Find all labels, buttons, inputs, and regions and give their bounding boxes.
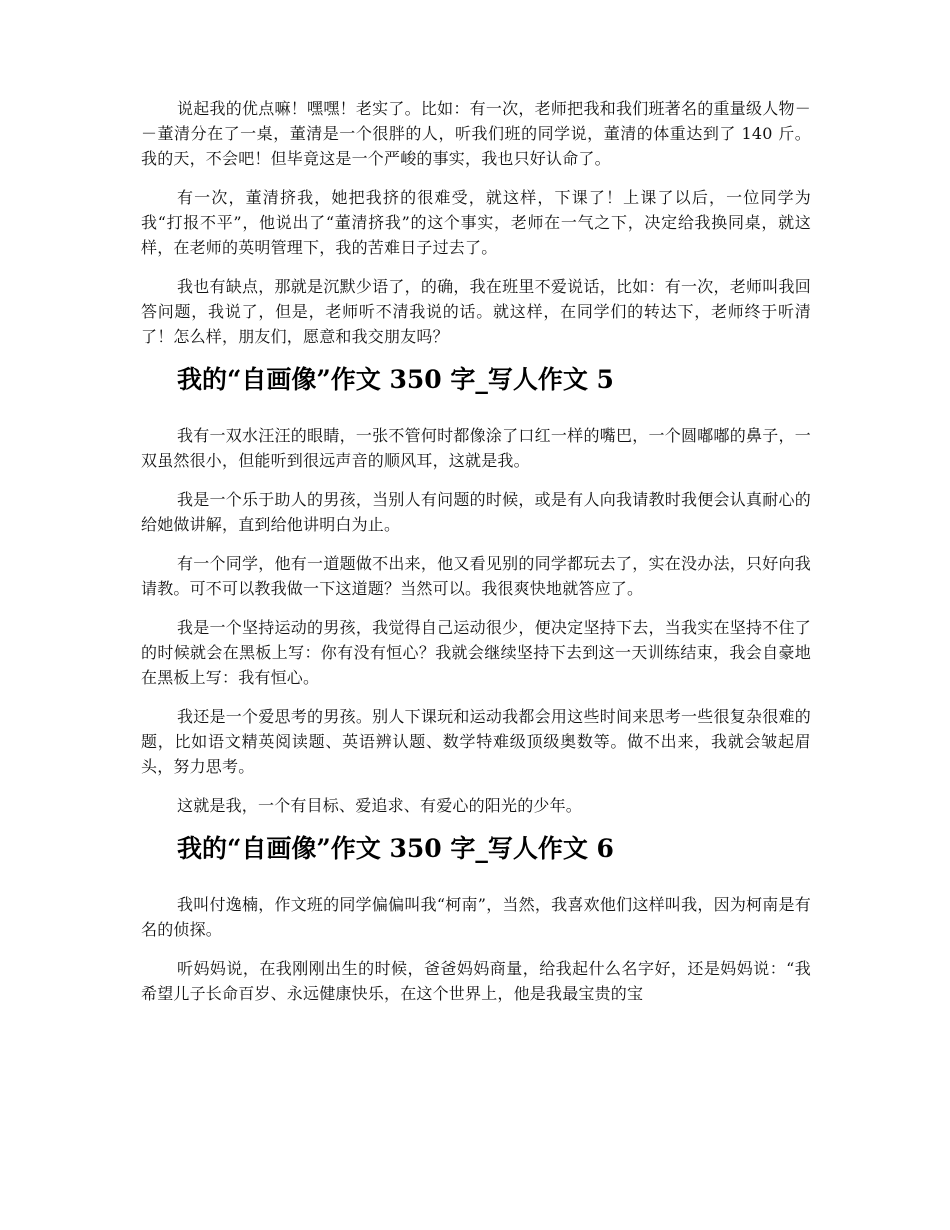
document-body xyxy=(141,96,811,1020)
section-title: 我的“自画像”作文 350 字_写人作文 5 xyxy=(177,365,614,394)
paragraph: 我是一个乐于助人的男孩，当别人有问题的时候，或是有人向我请教时我便会认真耐心的给她做讲解，直到给他讲明白为止。 xyxy=(141,490,811,534)
paragraph: 说起我的优点嘛！嘿嘿！老实了。比如：有一次，老师把我和我们班著名的重量级人物－－董清分在了一桌，董清是一个很胖的人，听我们班的同学说，董清的体重达到了 140 斤。我的天，不会吧！但毕竟这是一个严峻的事实，我也只好认命了。 xyxy=(141,99,811,168)
paragraph: 我是一个坚持运动的男孩，我觉得自己运动很少，便决定坚持下去，当我实在坚持不住了的时候就会在黑板上写：你有没有恒心？我就会继续坚持下去到这一天训练结束，我会自豪地在黑板上写：我有恒心。 xyxy=(141,618,811,687)
paragraph: 我有一双水汪汪的眼睛，一张不管何时都像涂了口红一样的嘴巴，一个圆嘟嘟的鼻子，一双虽然很小，但能听到很远声音的顺风耳，这就是我。 xyxy=(141,426,811,470)
paragraph: 有一个同学，他有一道题做不出来，他又看见别的同学都玩去了，实在没办法，只好向我请教。可不可以教我做一下这道题？当然可以。我很爽快地就答应了。 xyxy=(141,554,811,598)
paragraph: 我还是一个爱思考的男孩。别人下课玩和运动我都会用这些时间来思考一些很复杂很难的题，比如语文精英阅读题、英语辨认题、数学特难级顶级奥数等。做不出来，我就会皱起眉头，努力思考。 xyxy=(141,707,811,776)
paragraph: 我叫付逸楠，作文班的同学偏偏叫我“柯南”，当然，我喜欢他们这样叫我，因为柯南是有名的侦探。 xyxy=(141,895,811,939)
section-title: 我的“自画像”作文 350 字_写人作文 6 xyxy=(177,834,614,863)
paragraph: 听妈妈说，在我刚刚出生的时候，爸爸妈妈商量，给我起什么名字好，还是妈妈说：“我希望儿子长命百岁、永远健康快乐，在这个世界上，他是我最宝贵的宝 xyxy=(141,959,811,1003)
paragraph: 有一次，董清挤我，她把我挤的很难受，就这样，下课了！上课了以后，一位同学为我“打报不平”，他说出了“董清挤我”的这个事实，老师在一气之下，决定给我换同桌，就这样，在老师的英明管理下，我的苦难日子过去了。 xyxy=(141,188,811,257)
paragraph: 这就是我，一个有目标、爱追求、有爱心的阳光的少年。 xyxy=(177,796,583,815)
paragraph: 我也有缺点，那就是沉默少语了，的确，我在班里不爱说话，比如：有一次，老师叫我回答问题，我说了，但是，老师听不清我说的话。就这样，在同学们的转达下，老师终于听清了！怎么样，朋友们，愿意和我交朋友吗？ xyxy=(141,277,811,346)
